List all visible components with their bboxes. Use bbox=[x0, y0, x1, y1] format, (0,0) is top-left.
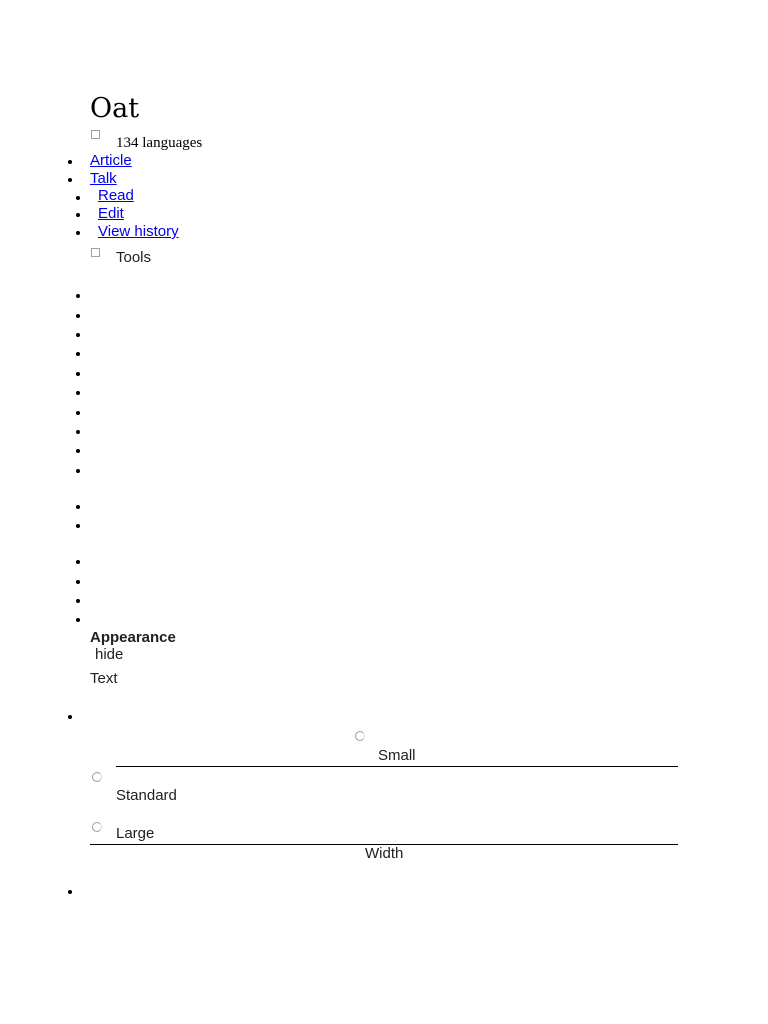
width-section-label: Width bbox=[365, 845, 404, 862]
bullet bbox=[76, 333, 80, 337]
bullet bbox=[76, 391, 80, 395]
bullet bbox=[76, 213, 80, 217]
bullet bbox=[76, 411, 80, 415]
bullet bbox=[68, 160, 72, 164]
text-size-small-radio[interactable] bbox=[355, 731, 365, 741]
bullet bbox=[76, 449, 80, 453]
bullet bbox=[68, 890, 72, 894]
tab-talk[interactable]: Talk bbox=[90, 170, 117, 187]
bullet bbox=[68, 178, 72, 182]
bullet bbox=[76, 231, 80, 235]
bullet bbox=[76, 352, 80, 356]
text-size-large-label: Large bbox=[116, 825, 155, 842]
languages-checkbox[interactable] bbox=[91, 130, 100, 139]
tab-view-history[interactable]: View history bbox=[98, 223, 179, 240]
text-size-small-label: Small bbox=[378, 747, 416, 764]
divider bbox=[116, 766, 678, 767]
bullet bbox=[76, 524, 80, 528]
tab-edit[interactable]: Edit bbox=[98, 205, 124, 222]
bullet bbox=[76, 294, 80, 298]
tab-read[interactable]: Read bbox=[98, 187, 134, 204]
text-size-standard-radio[interactable] bbox=[92, 772, 102, 782]
tools-checkbox[interactable] bbox=[91, 248, 100, 257]
bullet bbox=[76, 372, 80, 376]
bullet bbox=[76, 430, 80, 434]
appearance-hide-button[interactable]: hide bbox=[95, 646, 124, 663]
text-size-large-radio[interactable] bbox=[92, 822, 102, 832]
tools-label[interactable]: Tools bbox=[116, 249, 152, 266]
bullet bbox=[76, 505, 80, 509]
bullet bbox=[76, 314, 80, 318]
bullet bbox=[76, 560, 80, 564]
tab-article[interactable]: Article bbox=[90, 152, 132, 169]
bullet bbox=[76, 469, 80, 473]
text-size-standard-label: Standard bbox=[116, 787, 177, 804]
appearance-heading: Appearance bbox=[90, 629, 176, 646]
bullet bbox=[76, 196, 80, 200]
languages-label[interactable]: 134 languages bbox=[116, 135, 203, 151]
bullet bbox=[76, 599, 80, 603]
bullet bbox=[68, 715, 72, 719]
page-title: Oat bbox=[90, 93, 140, 124]
bullet bbox=[76, 580, 80, 584]
bullet bbox=[76, 618, 80, 622]
text-section-label: Text bbox=[90, 670, 118, 687]
